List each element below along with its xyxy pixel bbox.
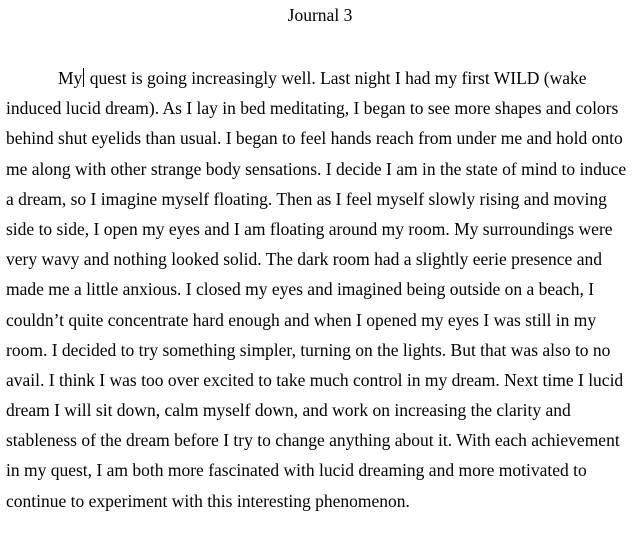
paragraph-line-8: made me a little anxious. I closed my eyes and imagined being outside on a beach, I xyxy=(6,279,595,300)
paragraph-line-15: continue to experiment with this interesting phenomenon. xyxy=(6,490,410,511)
paragraph-line-4: me along with other strange body sensations. I decide I am in the state of mind to induce xyxy=(6,158,627,179)
paragraph-line-9: couldn’t quite concentrate hard enough and when I opened my eyes I was still in my xyxy=(6,309,597,330)
document-title: Journal 3 xyxy=(287,5,353,25)
line-text: quest is going increasingly well. Last night I had my first WILD (wake xyxy=(85,68,587,88)
paragraph-line-12: dream I will sit down, calm myself down, and work on increasing the clarity and xyxy=(6,400,571,421)
first-word: My xyxy=(58,68,83,88)
paragraph-line-3: behind shut eyelids than usual. I began to feel hands reach from under me and hold onto xyxy=(6,128,623,149)
paragraph-line-5: a dream, so I imagine myself floating. Then as I feel myself slowly rising and moving xyxy=(6,188,607,209)
paragraph-line-6: side to side, I open my eyes and I am floating around my room. My surroundings were xyxy=(6,218,613,239)
paragraph-line-10: room. I decided to try something simpler, turning on the lights. But that was also to no xyxy=(6,339,611,360)
paragraph-line-2: induced lucid dream). As I lay in bed meditating, I began to see more shapes and colors xyxy=(6,98,619,119)
paragraph-line-7: very wavy and nothing looked solid. The dark room had a slightly eerie presence and xyxy=(6,249,602,270)
journal-paragraph[interactable] xyxy=(6,63,636,516)
paragraph-line-1 xyxy=(6,63,636,93)
paragraph-line-11: avail. I think I was too over excited to take much control in my dream. Next time I lucid xyxy=(6,369,624,390)
paragraph-line-13: stableness of the dream before I try to change anything about it. With each achievement xyxy=(6,430,620,451)
paragraph-line-14: in my quest, I am both more fascinated with lucid dreaming and more motivated to xyxy=(6,460,587,481)
